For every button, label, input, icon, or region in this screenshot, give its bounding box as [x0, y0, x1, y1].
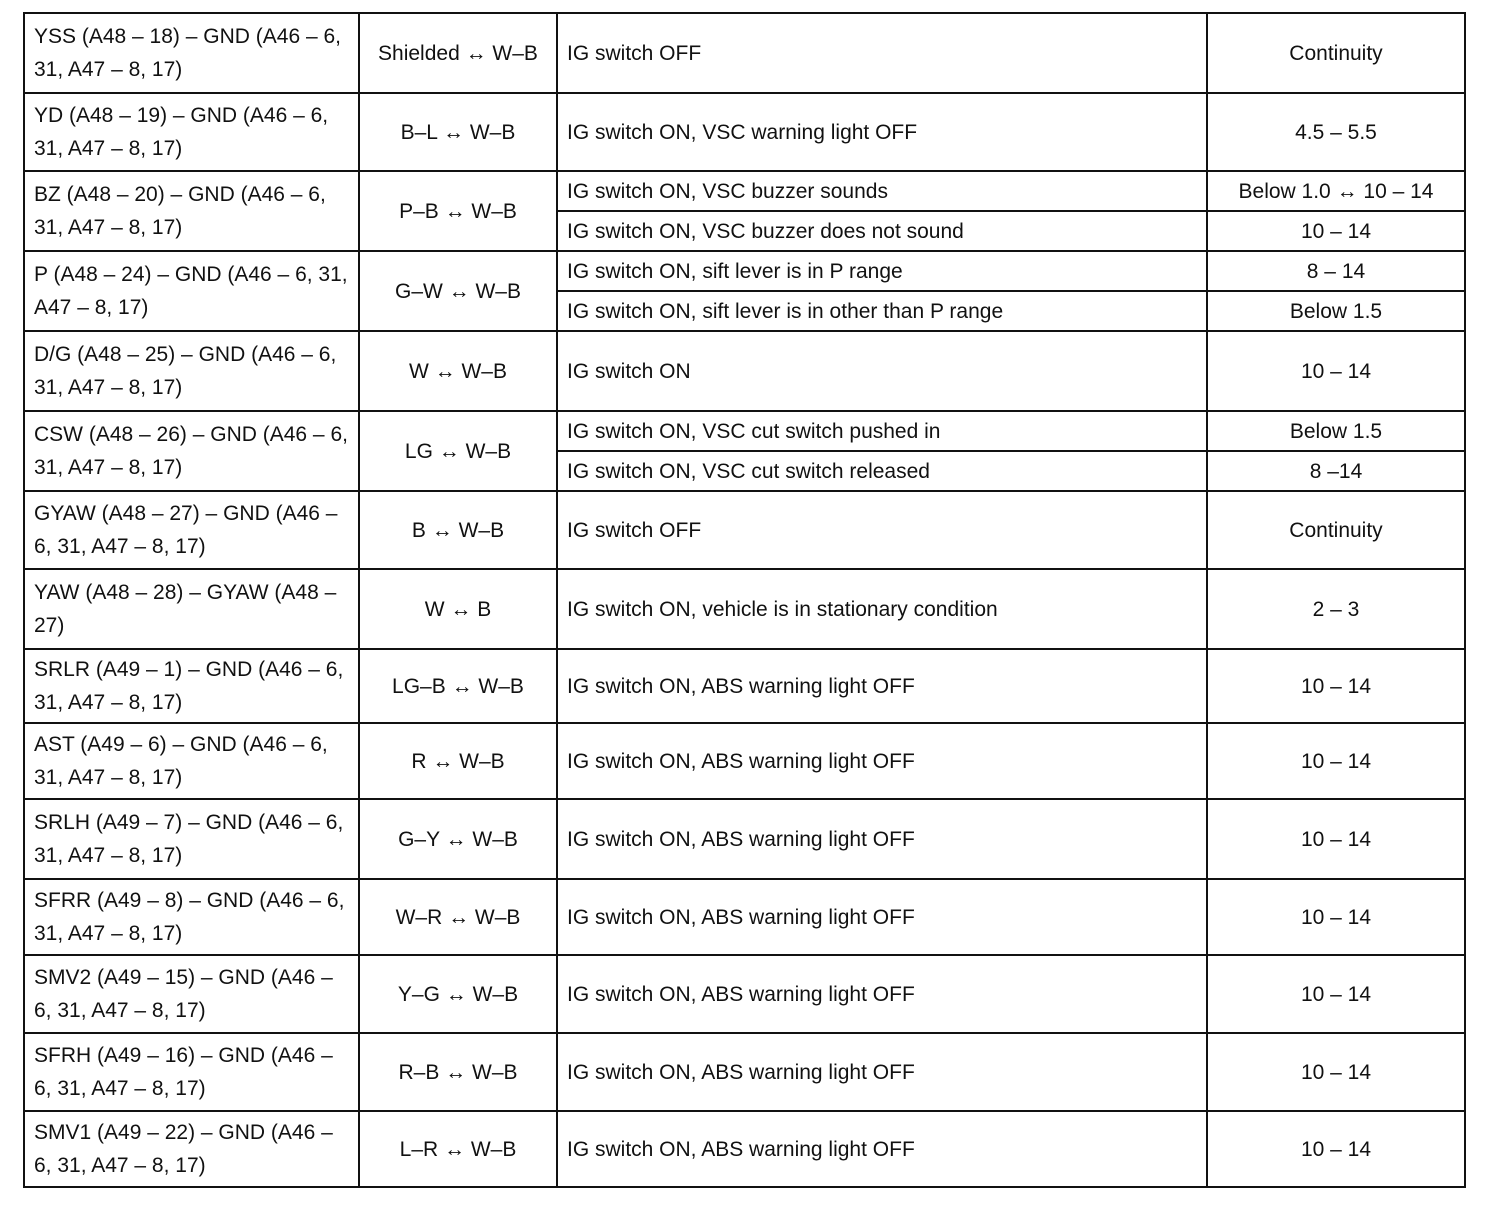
table-row — [24, 955, 1465, 1033]
terminal-cell: P (A48 – 24) – GND (A46 – 6, 31, A47 – 8, 17) — [24, 251, 359, 331]
condition-cell: IG switch ON, VSC buzzer does not sound — [557, 211, 1207, 251]
terminal-cell: SMV2 (A49 – 15) – GND (A46 – 6, 31, A47 – 8, 17) — [24, 955, 359, 1033]
table-row — [24, 879, 1465, 955]
spec-value-cell: 10 – 14 — [1207, 211, 1465, 251]
wire-color-cell: R ↔ W–B — [359, 723, 557, 799]
terminal-cell: SRLH (A49 – 7) – GND (A46 – 6, 31, A47 – 8, 17) — [24, 799, 359, 879]
spec-value-cell: Continuity — [1207, 491, 1465, 569]
terminal-cell: SRLR (A49 – 1) – GND (A46 – 6, 31, A47 – 8, 17) — [24, 649, 359, 723]
condition-cell: IG switch ON, VSC warning light OFF — [557, 93, 1207, 171]
terminal-cell: YD (A48 – 19) – GND (A46 – 6, 31, A47 – 8, 17) — [24, 93, 359, 171]
wire-color-cell: B ↔ W–B — [359, 491, 557, 569]
terminal-cell: D/G (A48 – 25) – GND (A46 – 6, 31, A47 – 8, 17) — [24, 331, 359, 411]
condition-cell: IG switch ON, ABS warning light OFF — [557, 1033, 1207, 1111]
wire-color-cell: W ↔ W–B — [359, 331, 557, 411]
condition-cell: IG switch ON, sift lever is in other than P range — [557, 291, 1207, 331]
table-row — [24, 1111, 1465, 1187]
condition-cell: IG switch ON, VSC cut switch pushed in — [557, 411, 1207, 451]
table-row — [24, 411, 1465, 451]
wire-color-cell: W–R ↔ W–B — [359, 879, 557, 955]
wire-color-cell: G–W ↔ W–B — [359, 251, 557, 331]
spec-value-cell: 10 – 14 — [1207, 331, 1465, 411]
wire-color-cell: LG ↔ W–B — [359, 411, 557, 491]
condition-cell: IG switch ON, ABS warning light OFF — [557, 799, 1207, 879]
table-row — [24, 723, 1465, 799]
spec-value-cell: Below 1.5 — [1207, 291, 1465, 331]
wire-color-cell: G–Y ↔ W–B — [359, 799, 557, 879]
table-row — [24, 13, 1465, 93]
table-row — [24, 171, 1465, 211]
terminal-cell: SMV1 (A49 – 22) – GND (A46 – 6, 31, A47 – 8, 17) — [24, 1111, 359, 1187]
spec-value-cell: 2 – 3 — [1207, 569, 1465, 649]
spec-value-cell: 10 – 14 — [1207, 955, 1465, 1033]
condition-cell: IG switch OFF — [557, 13, 1207, 93]
spec-value-cell: 8 – 14 — [1207, 251, 1465, 291]
table-row — [24, 251, 1465, 291]
wire-color-cell: P–B ↔ W–B — [359, 171, 557, 251]
table-row — [24, 569, 1465, 649]
spec-value-cell: 8 –14 — [1207, 451, 1465, 491]
spec-value-cell: Below 1.0 ↔ 10 – 14 — [1207, 171, 1465, 211]
table-body — [24, 13, 1465, 1187]
wire-color-cell: Y–G ↔ W–B — [359, 955, 557, 1033]
spec-value-cell: 10 – 14 — [1207, 879, 1465, 955]
terminal-cell: YAW (A48 – 28) – GYAW (A48 – 27) — [24, 569, 359, 649]
condition-cell: IG switch ON, vehicle is in stationary condition — [557, 569, 1207, 649]
condition-cell: IG switch ON, sift lever is in P range — [557, 251, 1207, 291]
wire-color-cell: B–L ↔ W–B — [359, 93, 557, 171]
condition-cell: IG switch ON, ABS warning light OFF — [557, 955, 1207, 1033]
terminal-cell: CSW (A48 – 26) – GND (A46 – 6, 31, A47 – 8, 17) — [24, 411, 359, 491]
spec-value-cell: 10 – 14 — [1207, 1033, 1465, 1111]
wire-color-cell: W ↔ B — [359, 569, 557, 649]
table-row — [24, 331, 1465, 411]
condition-cell: IG switch ON, ABS warning light OFF — [557, 649, 1207, 723]
terminal-cell: SFRH (A49 – 16) – GND (A46 – 6, 31, A47 – 8, 17) — [24, 1033, 359, 1111]
spec-value-cell: 10 – 14 — [1207, 723, 1465, 799]
condition-cell: IG switch ON, ABS warning light OFF — [557, 879, 1207, 955]
wire-color-cell: LG–B ↔ W–B — [359, 649, 557, 723]
terminal-cell: YSS (A48 – 18) – GND (A46 – 6, 31, A47 – 8, 17) — [24, 13, 359, 93]
terminal-cell: SFRR (A49 – 8) – GND (A46 – 6, 31, A47 – 8, 17) — [24, 879, 359, 955]
condition-cell: IG switch ON, ABS warning light OFF — [557, 1111, 1207, 1187]
spec-value-cell: 4.5 – 5.5 — [1207, 93, 1465, 171]
condition-cell: IG switch ON, VSC buzzer sounds — [557, 171, 1207, 211]
table-row — [24, 491, 1465, 569]
condition-cell: IG switch ON — [557, 331, 1207, 411]
terminal-cell: AST (A49 – 6) – GND (A46 – 6, 31, A47 – 8, 17) — [24, 723, 359, 799]
spec-value-cell: 10 – 14 — [1207, 1111, 1465, 1187]
spec-value-cell: 10 – 14 — [1207, 799, 1465, 879]
condition-cell: IG switch OFF — [557, 491, 1207, 569]
wire-color-cell: R–B ↔ W–B — [359, 1033, 557, 1111]
table-row — [24, 799, 1465, 879]
spec-value-cell: Below 1.5 — [1207, 411, 1465, 451]
terminal-cell: GYAW (A48 – 27) – GND (A46 – 6, 31, A47 – 8, 17) — [24, 491, 359, 569]
condition-cell: IG switch ON, ABS warning light OFF — [557, 723, 1207, 799]
condition-cell: IG switch ON, VSC cut switch released — [557, 451, 1207, 491]
wire-color-cell: L–R ↔ W–B — [359, 1111, 557, 1187]
terminal-cell: BZ (A48 – 20) – GND (A46 – 6, 31, A47 – 8, 17) — [24, 171, 359, 251]
table-row — [24, 649, 1465, 723]
terminal-inspection-table — [23, 12, 1466, 1188]
table-row — [24, 93, 1465, 171]
table-row — [24, 1033, 1465, 1111]
spec-value-cell: 10 – 14 — [1207, 649, 1465, 723]
spec-value-cell: Continuity — [1207, 13, 1465, 93]
wire-color-cell: Shielded ↔ W–B — [359, 13, 557, 93]
